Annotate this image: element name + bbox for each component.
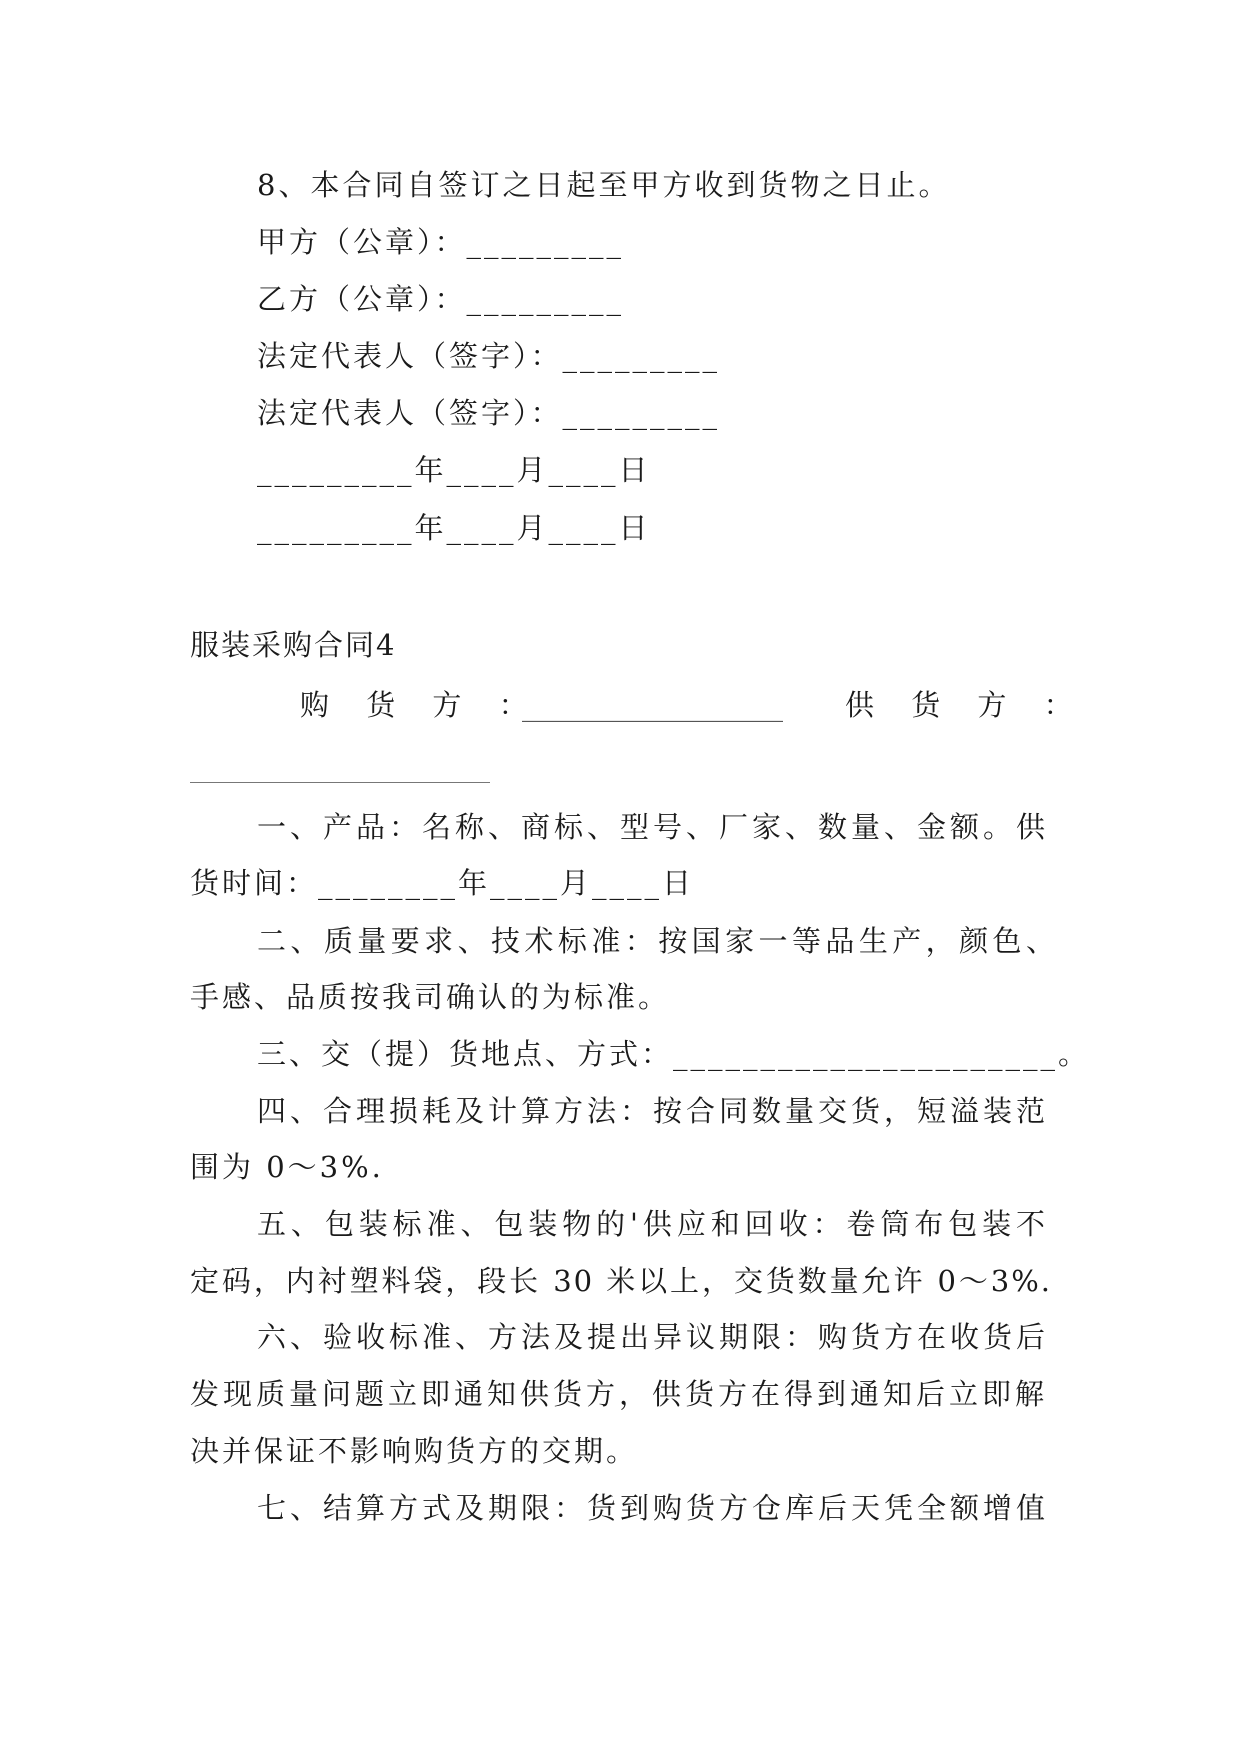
clause-8: 8、本合同自签订之日起至甲方收到货物之日止。 [257, 168, 951, 202]
clause-2-line-2: 手感、品质按我司确认的为标准。 [190, 980, 671, 1014]
clause-1-line-1: 一、产品：名称、商标、型号、厂家、数量、金额。供 [257, 810, 1047, 844]
buyer-label: 购 货 方 ： [300, 688, 542, 722]
clause-6-line-3: 决并保证不影响购货方的交期。 [190, 1434, 639, 1468]
clause-5-line-2: 定码，内衬塑料袋，段长 30 米以上，交货数量允许 0～3%. [190, 1264, 1052, 1298]
contract-title: 服装采购合同4 [190, 628, 397, 662]
clause-4-line-1: 四、合理损耗及计算方法：按合同数量交货，短溢装范 [257, 1094, 1047, 1128]
supplier-blank-line [190, 782, 490, 783]
party-a-seal-field: 甲方（公章）：_________ [257, 225, 625, 259]
legal-rep-a-field: 法定代表人（签字）：_________ [257, 339, 721, 373]
legal-rep-b-field: 法定代表人（签字）：_________ [257, 396, 721, 430]
clause-7-line-1: 七、结算方式及期限：货到购货方仓库后天凭全额增值 [257, 1491, 1047, 1525]
clause-6-line-2: 发现质量问题立即通知供货方，供货方在得到通知后立即解 [190, 1377, 1046, 1411]
clause-3: 三、交（提）货地点、方式：______________________。 [257, 1037, 1091, 1071]
supplier-label: 供 货 方 ： [845, 688, 1087, 722]
clause-6-line-1: 六、验收标准、方法及提出异议期限：购货方在收货后 [257, 1320, 1047, 1354]
clause-1-line-2: 货时间：________年____月____日 [190, 866, 695, 900]
clause-5-line-1: 五、包装标准、包装物的'供应和回收：卷筒布包装不 [257, 1207, 1047, 1241]
buyer-blank: __________________ [522, 688, 783, 722]
clause-4-line-2: 围为 0～3%. [190, 1150, 384, 1184]
date-b-field: _________年____月____日 [257, 511, 651, 545]
party-b-seal-field: 乙方（公章）：_________ [257, 282, 625, 316]
date-a-field: _________年____月____日 [257, 453, 651, 487]
clause-2-line-1: 二、质量要求、技术标准：按国家一等品生产，颜色、 [257, 924, 1057, 958]
